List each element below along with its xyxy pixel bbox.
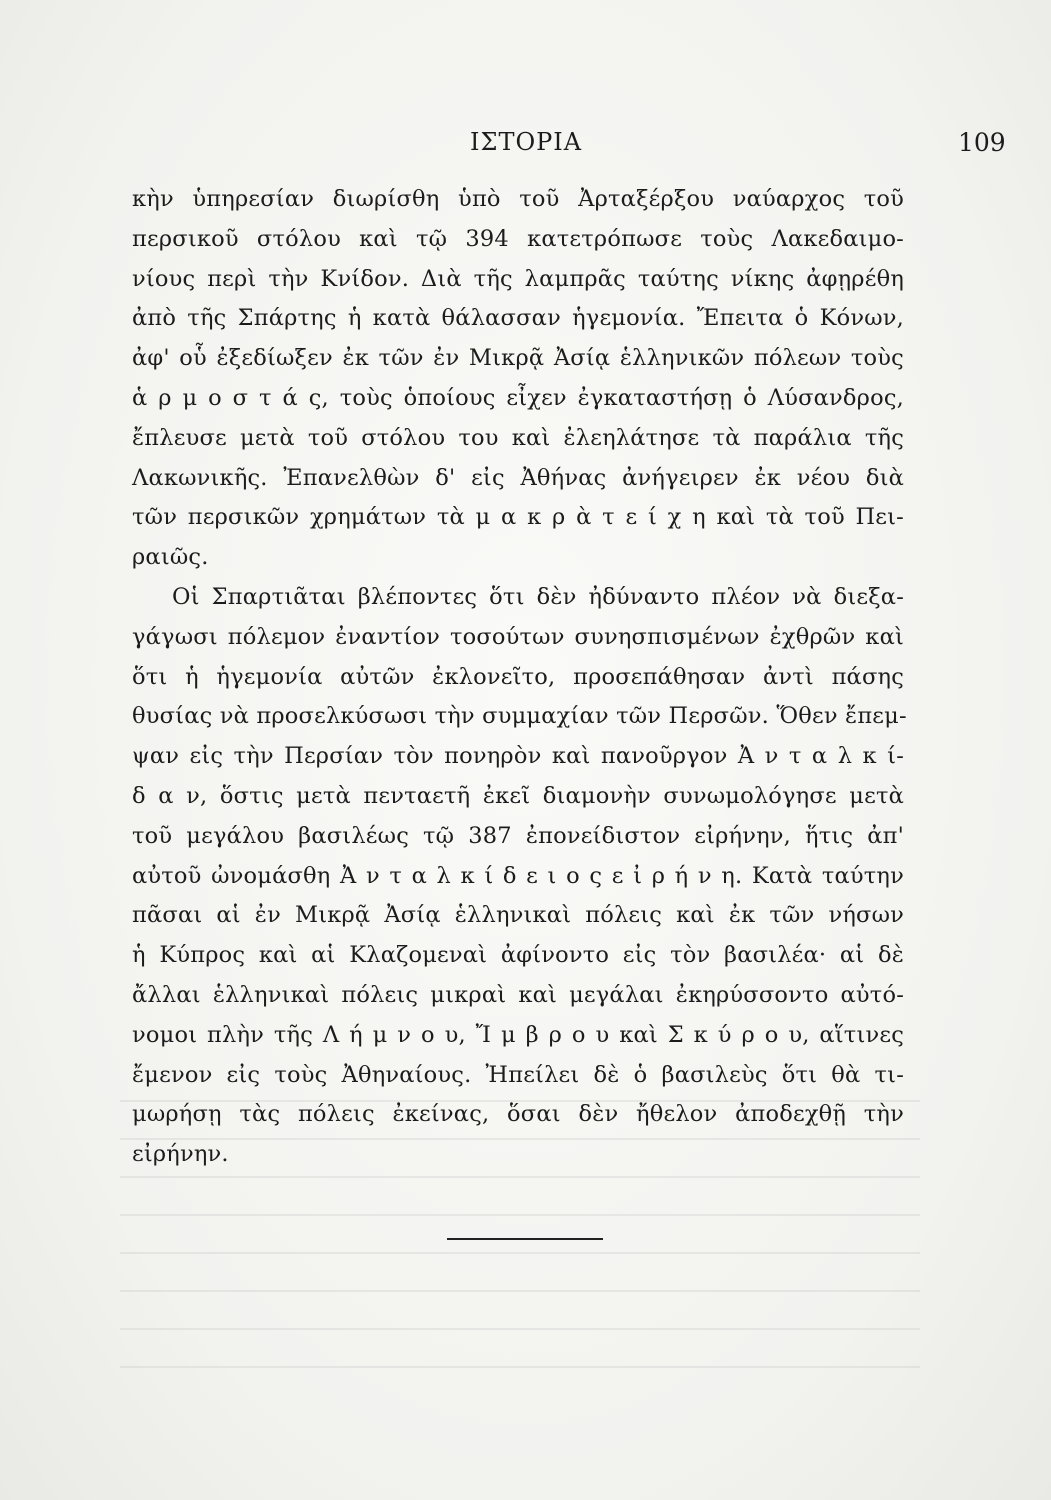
text-line: θυσίας νὰ προσελκύσωσι τὴν συμμαχίαν τῶν Περσῶν. Ὅθεν ἔπεμ- bbox=[132, 703, 907, 730]
section-end-rule bbox=[447, 1238, 603, 1240]
text-line: κὴν ὑπηρεσίαν διωρίσθη ὑπὸ τοῦ Ἀρταξέρξου ναύαρχος τοῦ bbox=[132, 186, 904, 212]
text-line: τοῦ μεγάλου βασιλέως τῷ 387 ἐπονείδιστον εἰρήνην, ἥτις ἀπ' bbox=[132, 822, 904, 849]
text-line: ἁ ρ μ ο σ τ ά ς, τοὺς ὁποίους εἶχεν ἐγκαταστήσῃ ὁ Λύσανδρος, bbox=[132, 384, 904, 411]
text-line: ψαν εἰς τὴν Περσίαν τὸν πονηρὸν καὶ πανοῦργον Ἀ ν τ α λ κ ί- bbox=[132, 743, 904, 770]
text-line: ραιῶς. bbox=[132, 544, 209, 571]
text-line: νομοι πλὴν τῆς Λ ή μ ν ο υ, Ἴ μ β ρ ο υ καὶ Σ κ ύ ρ ο υ, αἵτινες bbox=[132, 1021, 904, 1048]
text-line: νίους περὶ τὴν Κνίδον. Διὰ τῆς λαμπρᾶς ταύτης νίκης ἀφῃρέθη bbox=[132, 265, 904, 292]
text-line: Οἱ Σπαρτιᾶται βλέποντες ὅτι δὲν ἠδύναντο πλέον νὰ διεξα- bbox=[172, 583, 904, 610]
text-line: δ α ν, ὅστις μετὰ πενταετῆ ἐκεῖ διαμονὴν συνωμολόγησε μετὰ bbox=[132, 782, 904, 809]
text-line: ἀπὸ τῆς Σπάρτης ἡ κατὰ θάλασσαν ἡγεμονία. Ἔπειτα ὁ Κόνων, bbox=[132, 305, 904, 332]
running-head bbox=[0, 128, 1051, 164]
text-line: ἡ Κύπρος καὶ αἱ Κλαζομεναὶ ἀφίνοντο εἰς τὸν βασιλέα· αἱ δὲ bbox=[132, 942, 904, 969]
text-line: μωρήσῃ τὰς πόλεις ἐκείνας, ὅσαι δὲν ἤθελον ἀποδεχθῇ τὴν bbox=[132, 1101, 904, 1128]
text-line: εἰρήνην. bbox=[132, 1141, 229, 1168]
text-line: Λακωνικῆς. Ἐπανελθὼν δ' εἰς Ἀθήνας ἀνήγειρεν ἐκ νέου διὰ bbox=[132, 464, 904, 491]
body-text bbox=[132, 180, 907, 1175]
text-line: ὅτι ἡ ἡγεμονία αὐτῶν ἐκλονεῖτο, προσεπάθησαν ἀντὶ πάσης bbox=[132, 663, 904, 690]
text-line: περσικοῦ στόλου καὶ τῷ 394 κατετρόπωσε τοὺς Λακεδαιμο- bbox=[132, 225, 904, 252]
text-line: τῶν περσικῶν χρημάτων τὰ μ α κ ρ ὰ τ ε ί χ η καὶ τὰ τοῦ Πει- bbox=[132, 504, 904, 531]
page-number: 109 bbox=[958, 128, 1006, 157]
text-line: ἄλλαι ἑλληνικαὶ πόλεις μικραὶ καὶ μεγάλαι ἐκηρύσσοντο αὐτό- bbox=[132, 981, 904, 1008]
text-line: πᾶσαι αἱ ἐν Μικρᾷ Ἀσίᾳ ἑλληνικαὶ πόλεις καὶ ἐκ τῶν νήσων bbox=[132, 902, 904, 929]
text-line: ἀφ' οὗ ἐξεδίωξεν ἐκ τῶν ἐν Μικρᾷ Ἀσίᾳ ἑλληνικῶν πόλεων τοὺς bbox=[132, 345, 904, 372]
text-line: γάγωσι πόλεμον ἐναντίον τοσούτων συνησπισμένων ἐχθρῶν καὶ bbox=[132, 623, 904, 650]
running-title: ΙΣΤΟΡΙΑ bbox=[470, 128, 583, 156]
text-line: αὐτοῦ ὠνομάσθη Ἀ ν τ α λ κ ί δ ε ι ο ς ε ἰ ρ ή ν η. Κατὰ ταύτην bbox=[132, 862, 904, 889]
text-line: ἔπλευσε μετὰ τοῦ στόλου του καὶ ἐλεηλάτησε τὰ παράλια τῆς bbox=[132, 424, 904, 451]
text-line: ἔμενον εἰς τοὺς Ἀθηναίους. Ἠπείλει δὲ ὁ βασιλεὺς ὅτι θὰ τι- bbox=[132, 1061, 904, 1088]
